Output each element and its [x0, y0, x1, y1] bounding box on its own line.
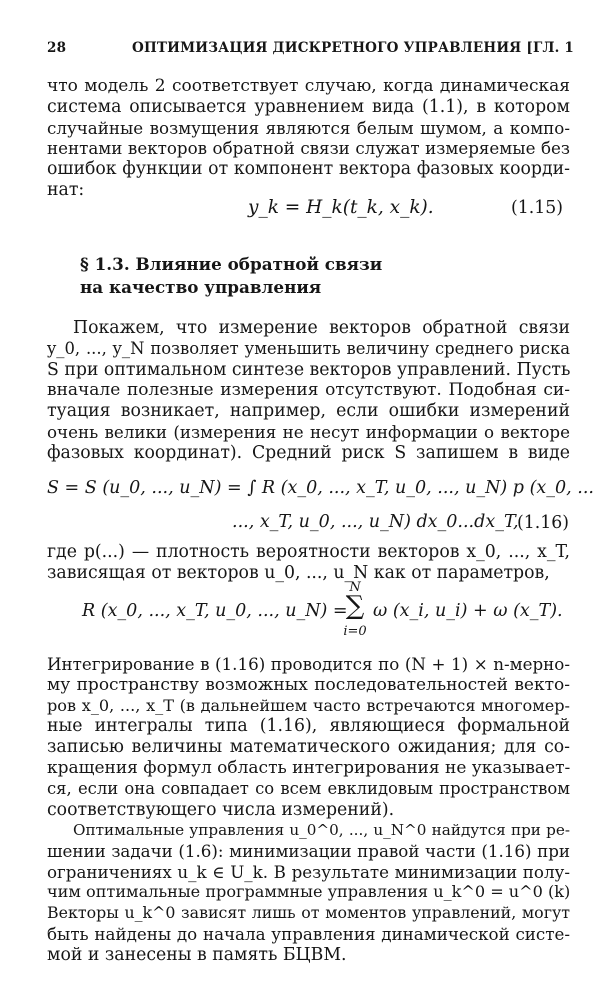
equation-number-1-16: (1.16): [517, 513, 569, 533]
text-line: вначале полезные измерения отсутствуют. Подобная си-: [47, 380, 570, 401]
text-line: зависящая от векторов u_0, ..., u_N как от параметров,: [47, 562, 550, 583]
text-line: Векторы u_k^0 зависят лишь от моментов управлений, могут: [47, 903, 570, 923]
text-line: случайные возмущения являются белым шумом, а компо-: [47, 117, 570, 138]
sum-upper-limit: N: [349, 580, 361, 595]
equation-1-15: y_k = H_k(t_k, x_k).: [248, 197, 434, 218]
text-line: ся, если она совпадает со всем евклидовым пространством: [47, 778, 570, 798]
text-line: y_0, ..., y_N позволяет уменьшить величину среднего риска: [47, 338, 570, 358]
text-line: быть найдены до начала управления динамической систе-: [47, 923, 570, 944]
chapter-label: [ГЛ. 1: [526, 40, 574, 56]
text-line: система описывается уравнением вида (1.1), в котором: [47, 96, 570, 117]
running-title: ОПТИМИЗАЦИЯ ДИСКРЕТНОГО УПРАВЛЕНИЯ: [132, 40, 522, 56]
text-line: очень велики (измерения не несут информации о векторе: [47, 421, 570, 442]
page-number: 28: [47, 40, 67, 56]
paragraph-optimal-controls: [47, 820, 570, 966]
text-line: туация возникает, например, если ошибки измерений: [47, 401, 570, 422]
text-line: что модель 2 соответствует случаю, когда динамическая: [47, 76, 570, 96]
text-line: кращения формул область интегрирования не указывает-: [47, 757, 571, 778]
section-title-line-2: на качество управления: [80, 277, 322, 297]
equation-risk-lhs: R (x_0, ..., x_T, u_0, ..., u_N) =: [82, 601, 348, 621]
text-line: шении задачи (1.6): минимизации правой части (1.16) при: [47, 840, 570, 861]
section-heading: [80, 253, 400, 299]
equation-risk-rhs: ω (x_i, u_i) + ω (x_T).: [373, 601, 563, 621]
summation-symbol: [342, 580, 368, 644]
text-line: фазовых координат). Средний риск S запишем в виде: [47, 442, 570, 463]
paragraph-model-2: [47, 76, 570, 201]
text-line: ров x_0, ..., x_T (в дальнейшем часто встречаются многомер-: [47, 695, 570, 715]
text-line: где p(...) — плотность вероятности векторов x_0, ..., x_T,: [47, 542, 570, 562]
sum-lower-limit: i=0: [343, 624, 367, 639]
equation-1-16-line-2: ..., x_T, u_0, ..., u_N) dx_0...dx_T,: [232, 512, 519, 532]
text-line: записью величины математического ожидания; для со-: [47, 737, 570, 758]
text-line: нат:: [47, 179, 85, 200]
text-line: Интегрирование в (1.16) проводится по (N + 1) × n-мерно-: [47, 654, 570, 674]
text-line: соответствующего числа измерений).: [47, 799, 395, 820]
sigma-glyph: ∑: [345, 591, 365, 621]
equation-number-1-15: (1.15): [511, 198, 563, 218]
paragraph-integration: [47, 654, 570, 820]
text-line: Покажем, что измерение векторов обратной связи: [73, 318, 570, 338]
text-line: чим оптимальные программные управления u_k^0 = u^0 (k): [47, 882, 571, 902]
text-line: ные интегралы типа (1.16), являющиеся формальной: [47, 716, 570, 737]
paragraph-feedback: [47, 318, 570, 464]
text-line: нентами векторов обратной связи служат измеряемые без: [47, 138, 570, 159]
text-line: мой и занесены в память БЦВМ.: [47, 944, 347, 965]
text-line: ошибок функции от компонент вектора фазовых коорди-: [47, 159, 570, 180]
running-header: [47, 40, 574, 62]
text-line: S при оптимальном синтезе векторов управлений. Пусть: [47, 359, 571, 380]
section-title-line-1: § 1.3. Влияние обратной связи: [80, 254, 383, 274]
text-line: му пространству возможных последовательностей векто-: [47, 674, 570, 695]
equation-1-16-line-1: S = S (u_0, ..., u_N) = ∫ R (x_0, ..., x_T, u_0, ..., u_N) p (x_0, ...: [47, 478, 594, 498]
paragraph-density: [47, 542, 570, 584]
text-line: Оптимальные управления u_0^0, ..., u_N^0 найдутся при ре-: [73, 821, 570, 839]
text-line: ограничениях u_k ∈ U_k. В результате минимизации полу-: [47, 861, 570, 882]
